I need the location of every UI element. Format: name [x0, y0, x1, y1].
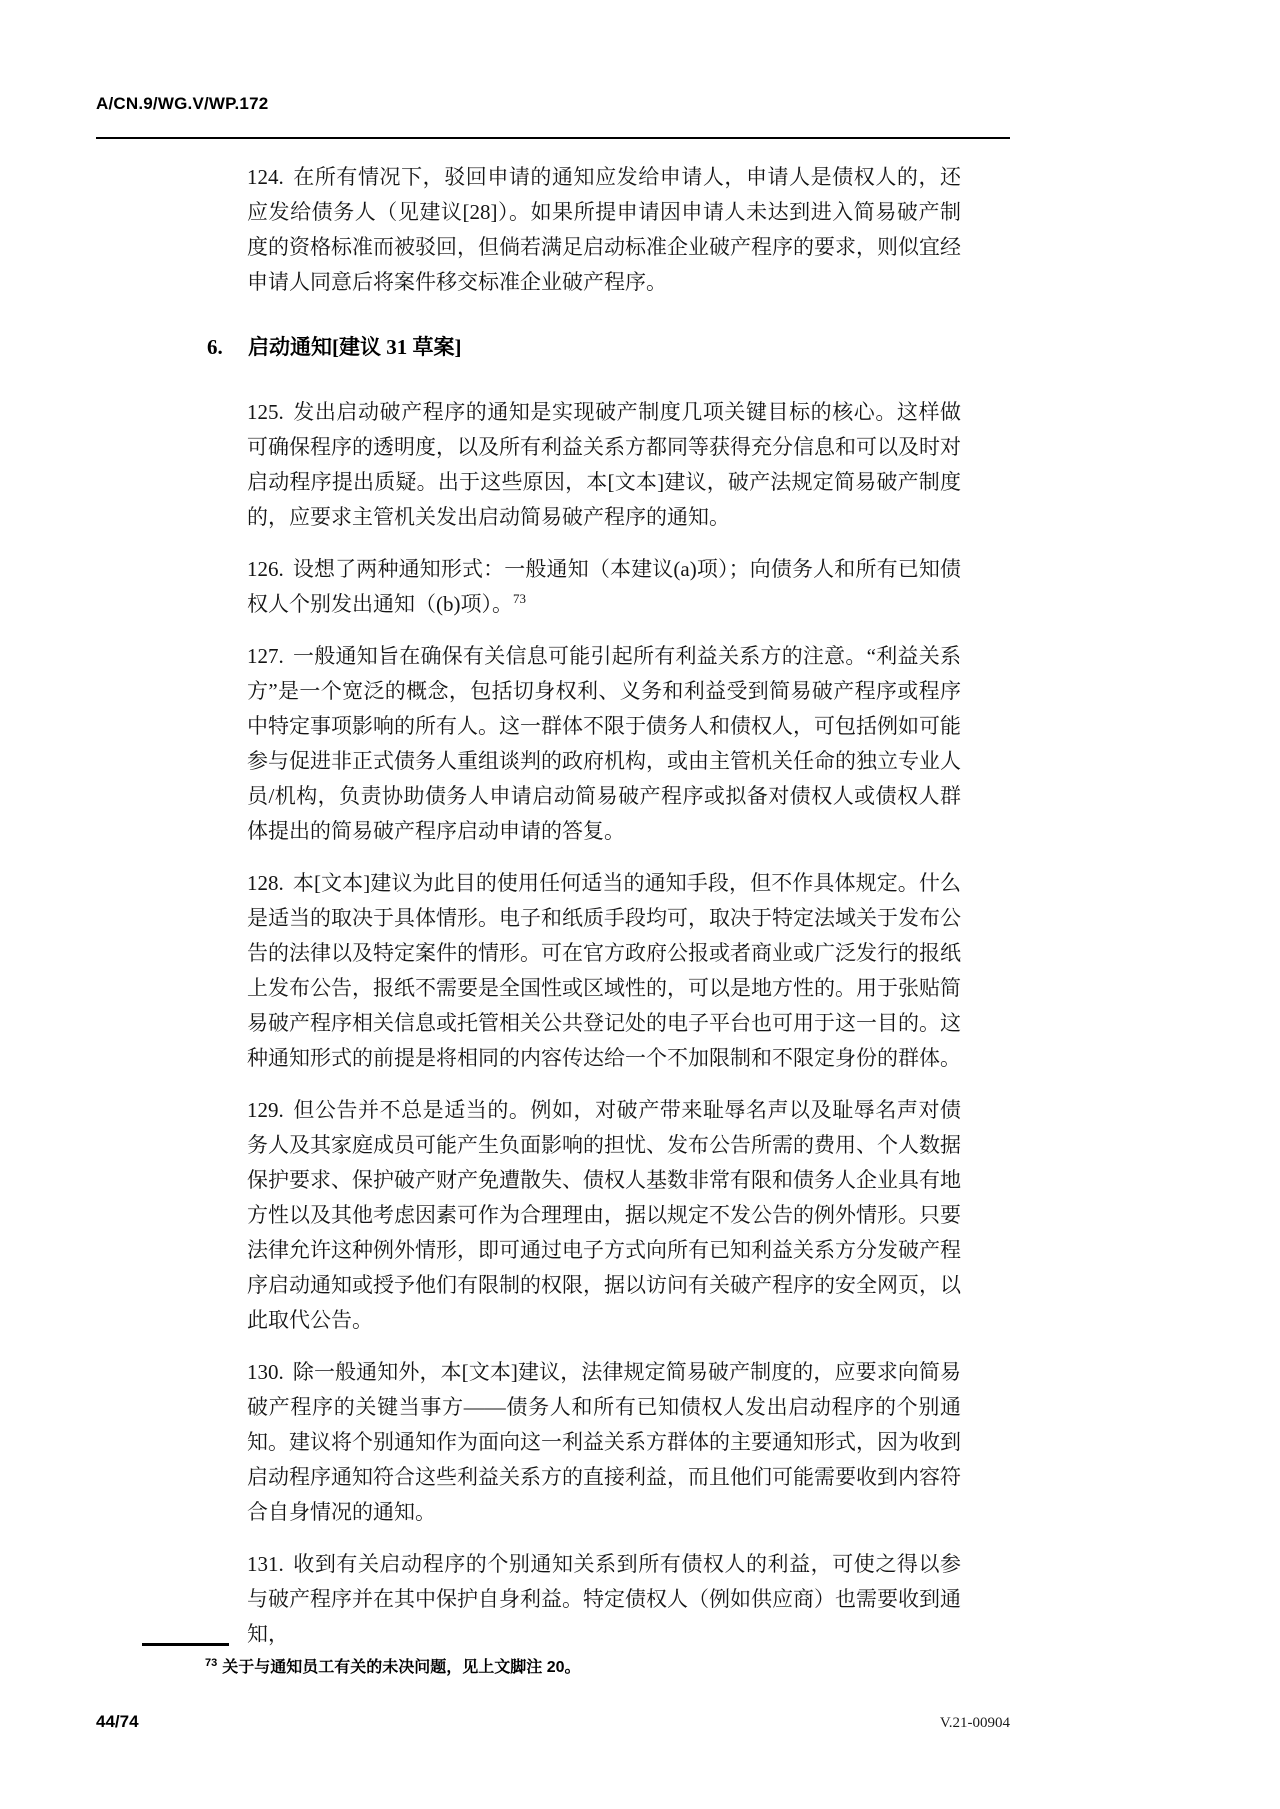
document-body [207, 160, 961, 1669]
paragraph-number: 124. [247, 165, 284, 189]
paragraph-number: 129. [247, 1098, 284, 1122]
paragraph-text: 收到有关启动程序的个别通知关系到所有债权人的利益，可使之得以参与破产程序并在其中保护自身利益。特定债权人（例如供应商）也需要收到通知， [247, 1552, 961, 1646]
paragraph-131 [247, 1547, 961, 1652]
footnote-marker: 73 [205, 1656, 218, 1669]
paragraph-text: 除一般通知外，本[文本]建议，法律规定简易破产制度的，应要求向简易破产程序的关键当事方——债务人和所有已知债权人发出启动程序的个别通知。建议将个别通知作为面向这一利益关系方群体的主要通知形式，因为收到启动程序通知符合这些利益关系方的直接利益，而且他们可能需要收到内容符合自身情况的通知。 [247, 1360, 961, 1524]
paragraph-number: 126. [247, 557, 284, 581]
paragraph-text: 发出启动破产程序的通知是实现破产制度几项关键目标的核心。这样做可确保程序的透明度，以及所有利益关系方都同等获得充分信息和可以及时对启动程序提出质疑。出于这些原因，本[文本]建议，破产法规定简易破产制度的，应要求主管机关发出启动简易破产程序的通知。 [247, 400, 961, 529]
paragraph-number: 131. [247, 1552, 284, 1576]
paragraph-number: 128. [247, 871, 284, 895]
section-heading [207, 330, 961, 365]
paragraph-126 [247, 552, 961, 622]
header-rule [96, 137, 1010, 139]
footnote-separator-rule [142, 1643, 229, 1646]
footnote-73 [142, 1656, 1025, 1679]
document-code: V.21-00904 [939, 1715, 1010, 1731]
paragraph-text: 本[文本]建议为此目的使用任何适当的通知手段，但不作具体规定。什么是适当的取决于具体情形。电子和纸质手段均可，取决于特定法域关于发布公告的法律以及特定案件的情形。可在官方政府公报或者商业或广泛发行的报纸上发布公告，报纸不需要是全国性或区域性的，可以是地方性的。用于张贴简易破产程序相关信息或托管相关公共登记处的电子平台也可用于这一目的。这种通知形式的前提是将相同的内容传达给一个不加限制和不限定身份的群体。 [247, 871, 961, 1070]
paragraph-125 [247, 395, 961, 535]
paragraph-130 [247, 1355, 961, 1530]
section-heading-title: 启动通知[建议 31 草案] [248, 335, 462, 359]
paragraph-129 [247, 1093, 961, 1338]
paragraph-number: 125. [247, 400, 284, 424]
paragraph-number: 127. [247, 644, 284, 668]
document-symbol: A/CN.9/WG.V/WP.172 [96, 94, 269, 113]
paragraph-124 [247, 160, 961, 300]
paragraph-number: 130. [247, 1360, 284, 1384]
paragraph-128 [247, 866, 961, 1076]
footnote-text: 关于与通知员工有关的未决问题，见上文脚注 20。 [222, 1659, 581, 1676]
paragraph-text: 但公告并不总是适当的。例如，对破产带来耻辱名声以及耻辱名声对债务人及其家庭成员可能产生负面影响的担忧、发布公告所需的费用、个人数据保护要求、保护破产财产免遭散失、债权人基数非常有限和债务人企业具有地方性以及其他考虑因素可作为合理理由，据以规定不发公告的例外情形。只要法律允许这种例外情形，即可通过电子方式向所有已知利益关系方分发破产程序启动通知或授予他们有限制的权限，据以访问有关破产程序的安全网页，以此取代公告。 [247, 1098, 961, 1332]
paragraph-text: 在所有情况下，驳回申请的通知应发给申请人，申请人是债权人的，还应发给债务人（见建议[28]）。如果所提申请因申请人未达到进入简易破产制度的资格标准而被驳回，但倘若满足启动标准企业破产程序的要求，则似宜经申请人同意后将案件移交标准企业破产程序。 [247, 165, 961, 294]
footnote-ref-73: 73 [513, 591, 526, 606]
paragraph-text: 一般通知旨在确保有关信息可能引起所有利益关系方的注意。“利益关系方”是一个宽泛的概念，包括切身权利、义务和利益受到简易破产程序或程序中特定事项影响的所有人。这一群体不限于债务人和债权人，可包括例如可能参与促进非正式债务人重组谈判的政府机构，或由主管机关任命的独立专业人员/机构，负责协助债务人申请启动简易破产程序或拟备对债权人或债权人群体提出的简易破产程序启动申请的答复。 [247, 644, 961, 843]
page-number: 44/74 [96, 1712, 139, 1731]
section-heading-number: 6. [207, 335, 223, 359]
paragraph-127 [247, 639, 961, 849]
paragraph-text: 设想了两种通知形式：一般通知（本建议(a)项）；向债务人和所有已知债权人个别发出通知（(b)项）。 [247, 557, 961, 616]
